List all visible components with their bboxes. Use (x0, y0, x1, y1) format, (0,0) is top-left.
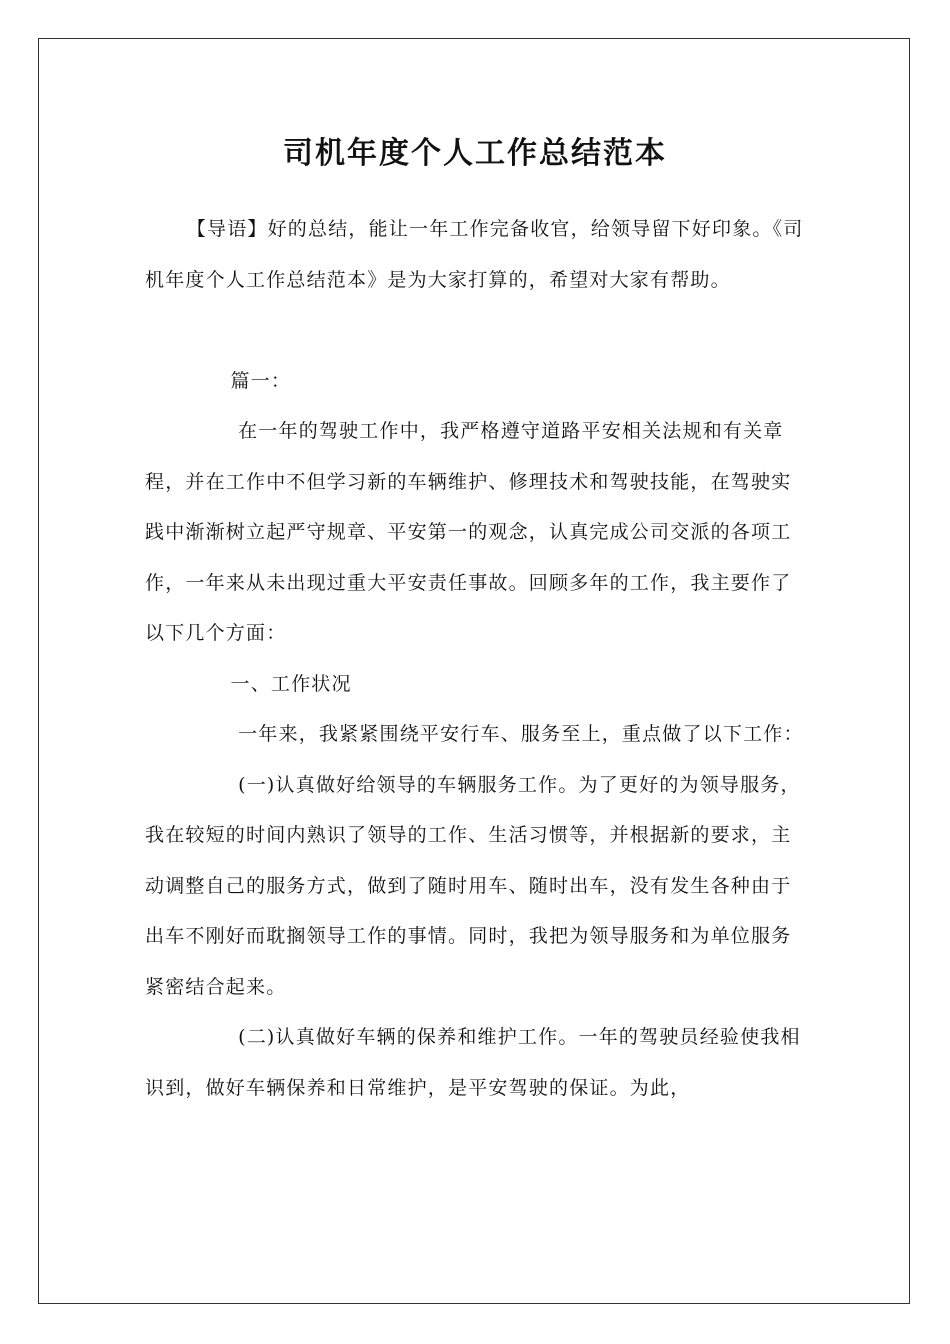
document-body (145, 204, 807, 1113)
paragraph-3: (一)认真做好给领导的车辆服务工作。为了更好的为领导服务，我在较短的时间内熟识了领导的工作、生活习惯等，并根据新的要求，主动调整自己的服务方式，做到了随时用车、随时出车，没有发生各种由于出车不刚好而耽搁领导工作的事情。同时，我把为领导服务和为单位服务紧密结合起来。 (145, 773, 801, 998)
document-title: 司机年度个人工作总结范本 (283, 136, 667, 171)
paragraph-1: 在一年的驾驶工作中，我严格遵守道路平安相关法规和有关章程，并在工作中不但学习新的车辆维护、修理技术和驾驶技能，在驾驶实践中渐渐树立起严守规章、平安第一的观念，认真完成公司交派的各项工作，一年来从未出现过重大平安责任事故。回顾多年的工作，我主要作了以下几个方面： (145, 420, 792, 644)
heading-work-status: 一、工作状况 (230, 672, 352, 695)
blank-line (145, 305, 807, 356)
section-label: 篇一： (230, 369, 292, 392)
intro-paragraph: 【导语】好的总结，能让一年工作完备收官，给领导留下好印象。《司机年度个人工作总结范本》是为大家打算的，希望对大家有帮助。 (145, 218, 804, 291)
paragraph-4: (二)认真做好车辆的保养和维护工作。一年的驾驶员经验使我相识到，做好车辆保养和日常维护，是平安驾驶的保证。为此， (145, 1026, 801, 1099)
paragraph-2: 一年来，我紧紧围绕平安行车、服务至上，重点做了以下工作： (238, 723, 804, 745)
